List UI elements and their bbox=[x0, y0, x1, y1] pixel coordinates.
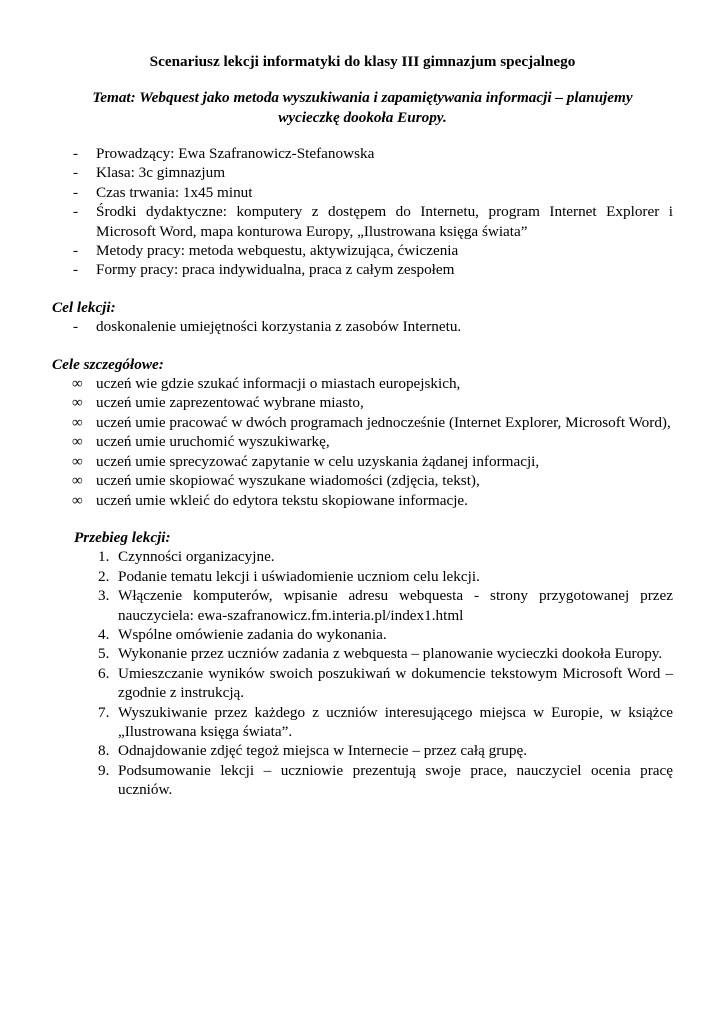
list-item: 8. Odnajdowanie zdjęć tegoż miejsca w Internecie – przez całą grupę. bbox=[98, 742, 528, 760]
step-number: 6. bbox=[98, 664, 110, 682]
dash-bullet: - bbox=[73, 203, 79, 221]
list-item: ∞ uczeń wie gdzie szukać informacji o miastach europejskich, bbox=[72, 375, 461, 393]
step-number: 3. bbox=[98, 587, 110, 605]
list-item: ∞ uczeń umie zaprezentować wybrane miasto, bbox=[72, 394, 364, 412]
list-item: 2. Podanie tematu lekcji i uświadomienie uczniom celu lekcji. bbox=[98, 567, 480, 585]
infinity-bullet-icon: ∞ bbox=[72, 472, 83, 490]
list-item: ∞ uczeń umie pracować w dwóch programach jednocześnie (Internet Explorer, Microsoft Word), bbox=[72, 413, 671, 431]
list-item: ∞ uczeń umie uruchomić wyszukiwarkę, bbox=[72, 433, 330, 451]
dash-bullet: - bbox=[73, 318, 79, 336]
document-title: Scenariusz lekcji informatyki do klasy III gimnazjum specjalnego bbox=[149, 53, 576, 70]
step-number: 5. bbox=[98, 645, 110, 663]
dash-bullet: - bbox=[73, 242, 79, 260]
list-item: - Prowadzący: Ewa Szafranowicz-Stefanowska bbox=[73, 145, 375, 162]
lesson-steps-heading: Przebieg lekcji: bbox=[74, 528, 171, 546]
infinity-bullet-icon: ∞ bbox=[72, 433, 83, 451]
list-item: 6. Umieszczanie wyników swoich poszukiwań w dokumencie tekstowym Microsoft Word – zgodnie z instrukcją. bbox=[98, 664, 673, 702]
step-number: 7. bbox=[98, 703, 110, 721]
list-item: 5. Wykonanie przez uczniów zadania z webquesta – planowanie wycieczki dookoła Europy. bbox=[98, 645, 663, 663]
goal-heading: Cel lekcji: bbox=[52, 298, 116, 316]
infinity-bullet-icon: ∞ bbox=[72, 413, 83, 431]
step-number: 1. bbox=[98, 548, 110, 566]
lesson-info-list bbox=[52, 144, 673, 280]
list-item: ∞ uczeń umie skopiować wyszukane wiadomości (zdjęcia, tekst), bbox=[72, 472, 480, 490]
infinity-bullet-icon: ∞ bbox=[72, 375, 83, 393]
list-item: 3. Włączenie komputerów, wpisanie adresu webquesta - strony przygotowanej przez nauczyciela: ewa-szafranowicz.fm.interia.pl/index1.html bbox=[98, 587, 673, 624]
step-number: 2. bbox=[98, 567, 110, 585]
list-item: ∞ uczeń umie sprecyzować zapytanie w celu uzyskania żądanej informacji, bbox=[72, 452, 540, 470]
infinity-bullet-icon: ∞ bbox=[72, 452, 83, 470]
dash-bullet: - bbox=[73, 183, 79, 201]
detailed-goals-heading: Cele szczegółowe: bbox=[52, 355, 164, 373]
list-item: 1. Czynności organizacyjne. bbox=[98, 548, 275, 566]
dash-bullet: - bbox=[73, 145, 79, 162]
dash-bullet: - bbox=[73, 261, 79, 279]
list-item: - Czas trwania: 1x45 minut bbox=[73, 183, 253, 201]
list-item: - doskonalenie umiejętności korzystania z zasobów Internetu. bbox=[73, 318, 462, 336]
list-item: - Środki dydaktyczne: komputery z dostępem do Internetu, program Internet Explorer i Microsoft Word, mapa konturowa Europy, „Ilustrowana księga świata” bbox=[73, 203, 673, 240]
lesson-topic: Temat: Webquest jako metoda wyszukiwania i zapamiętywania informacji – planujemy wycieczkę dookoła Europy. bbox=[92, 89, 633, 126]
list-item: ∞ uczeń umie wkleić do edytora tekstu skopiowane informacje. bbox=[72, 491, 468, 509]
infinity-bullet-icon: ∞ bbox=[72, 394, 83, 412]
step-number: 8. bbox=[98, 742, 110, 760]
goal-list bbox=[52, 317, 673, 336]
list-item: - Metody pracy: metoda webquestu, aktywizująca, ćwiczenia bbox=[73, 242, 459, 260]
lesson-steps-list bbox=[52, 547, 673, 799]
list-item: 7. Wyszukiwanie przez każdego z uczniów interesującego miejsca w Europie, w książce „Ilustrowana księga świata”. bbox=[98, 703, 673, 740]
step-number: 9. bbox=[98, 761, 110, 779]
list-item: - Formy pracy: praca indywidualna, praca z całym zespołem bbox=[73, 261, 455, 279]
step-number: 4. bbox=[98, 625, 110, 643]
list-item: 4. Wspólne omówienie zadania do wykonania. bbox=[98, 625, 387, 643]
detailed-goals-list bbox=[52, 374, 673, 510]
list-item: 9. Podsumowanie lekcji – uczniowie prezentują swoje prace, nauczyciel ocenia pracę uczniów. bbox=[98, 761, 673, 799]
list-item: - Klasa: 3c gimnazjum bbox=[73, 164, 226, 182]
dash-bullet: - bbox=[73, 164, 79, 182]
infinity-bullet-icon: ∞ bbox=[72, 491, 83, 509]
